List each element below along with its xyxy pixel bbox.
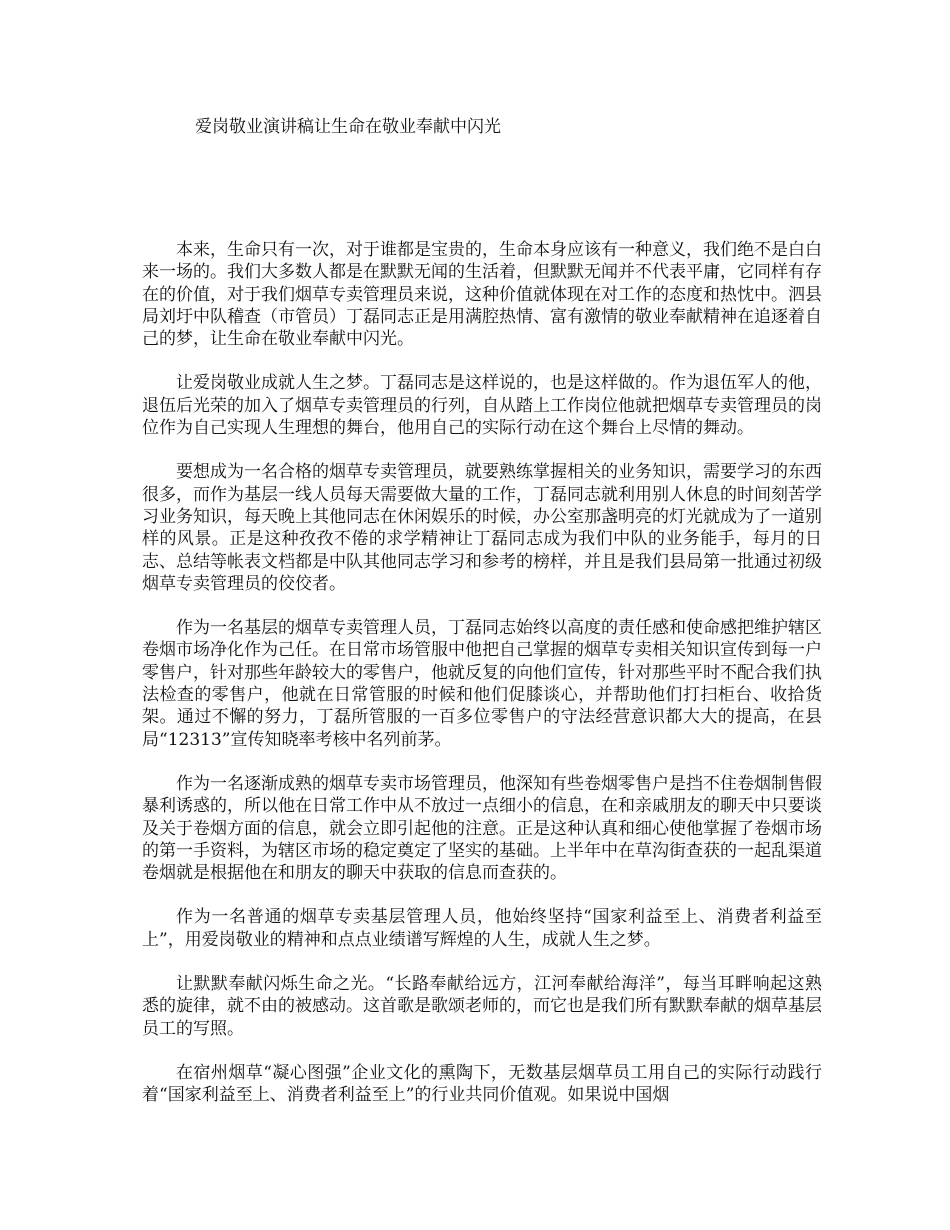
paragraph-6: 作为一名普通的烟草专卖基层管理人员，他始终坚持“国家利益至上、消费者利益至上”，用爱岗敬业的精神和点点业绩谱写辉煌的人生，成就人生之梦。	[142, 907, 822, 950]
paragraph-2: 让爱岗敬业成就人生之梦。丁磊同志是这样说的，也是这样做的。作为退伍军人的他，退伍后光荣的加入了烟草专卖管理员的行列，自从踏上工作岗位他就把烟草专卖管理员的岗位作为自己实现人生理想的舞台，他用自己的实际行动在这个舞台上尽情的舞动。	[142, 373, 822, 439]
document-title: 爱岗敬业演讲稿让生命在敬业奉献中闪光	[195, 117, 501, 137]
paragraph-4: 作为一名基层的烟草专卖管理人员，丁磊同志始终以高度的责任感和使命感把维护辖区卷烟市场净化作为己任。在日常市场管服中他把自己掌握的烟草专卖相关知识宣传到每一户零售户，针对那些年龄较大的零售户，他就反复的向他们宣传，针对那些平时不配合我们执法检查的零售户，他就在日常管服的时候和他们促膝谈心，并帮助他们打扫柜台、收拾货架。通过不懈的努力，丁磊所管服的一百多位零售户的守法经营意识都大大的提高，在县局“12313”宣传知晓率考核中名列前茅。	[142, 618, 822, 750]
paragraph-5: 作为一名逐渐成熟的烟草专卖市场管理员，他深知有些卷烟零售户是挡不住卷烟制售假暴利诱惑的，所以他在日常工作中从不放过一点细小的信息，在和亲戚朋友的聊天中只要谈及关于卷烟方面的信息，就会立即引起他的注意。正是这种认真和细心使他掌握了卷烟市场的第一手资料，为辖区市场的稳定奠定了坚实的基础。上半年中在草沟街查获的一起乱渠道卷烟就是根据他在和朋友的聊天中获取的信息而查获的。	[142, 773, 822, 884]
paragraph-1: 本来，生命只有一次，对于谁都是宝贵的，生命本身应该有一种意义，我们绝不是白白来一场的。我们大多数人都是在默默无闻的生活着，但默默无闻并不代表平庸，它同样有存在的价值，对于我们烟草专卖管理员来说，这种价值就体现在对工作的态度和热忱中。泗县局刘圩中队稽查（市管员）丁磊同志正是用满腔热情、富有激情的敬业奉献精神在追逐着自己的梦，让生命在敬业奉献中闪光。	[142, 240, 822, 350]
paragraph-7: 让默默奉献闪烁生命之光。“长路奉献给远方，江河奉献给海洋”，每当耳畔响起这熟悉的旋律，就不由的被感动。这首歌是歌颂老师的，而它也是我们所有默默奉献的烟草基层员工的写照。	[142, 974, 822, 1039]
paragraph-3: 要想成为一名合格的烟草专卖管理员，就要熟练掌握相关的业务知识，需要学习的东西很多，而作为基层一线人员每天需要做大量的工作，丁磊同志就利用别人休息的时间刻苦学习业务知识，每天晚上其他同志在休闲娱乐的时候，办公室那盏明亮的灯光就成为了一道别样的风景。正是这种孜孜不倦的求学精神让丁磊同志成为我们中队的业务能手，每月的日志、总结等帐表文档都是中队其他同志学习和参考的榜样，并且是我们县局第一批通过初级烟草专卖管理员的佼佼者。	[142, 462, 822, 594]
document-body	[142, 239, 822, 1129]
paragraph-8: 在宿州烟草“凝心图强”企业文化的熏陶下，无数基层烟草员工用自己的实际行动践行着“国家利益至上、消费者利益至上”的行业共同价值观。如果说中国烟	[142, 1062, 822, 1106]
